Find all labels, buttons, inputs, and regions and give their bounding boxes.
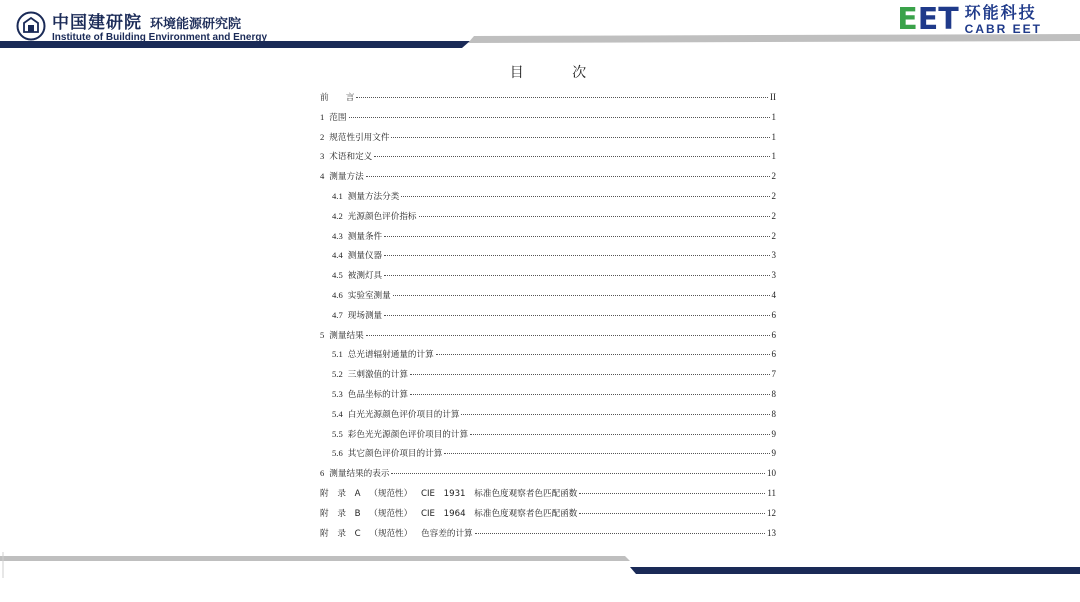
toc-entry-text: 附 录 C （规范性） 色容差的计算 xyxy=(320,528,473,539)
toc-entry[interactable] xyxy=(320,269,776,289)
toc-entry-page: 1 xyxy=(771,111,776,122)
toc-entry-label xyxy=(332,348,434,360)
toc-entry-text: 术语和定义 xyxy=(329,152,373,163)
toc-leader-dots xyxy=(475,533,765,534)
toc-entry-number: 4 xyxy=(320,171,325,182)
toc-entry-number: 5.4 xyxy=(332,408,343,419)
toc-entry-number: 4.5 xyxy=(332,270,343,281)
toc-entry-label xyxy=(332,309,382,321)
toc-leader-dots xyxy=(374,156,769,157)
toc-leader-dots xyxy=(384,275,769,276)
toc-entry-number: 4.2 xyxy=(332,210,343,221)
eet-letter-3: T xyxy=(938,2,959,37)
toc-leader-dots xyxy=(410,394,770,395)
toc-entry-label xyxy=(332,388,408,400)
toc-entry-text: 测量方法 xyxy=(329,172,364,183)
toc-entry-text: 总光谱辐射通量的计算 xyxy=(347,350,434,361)
toc-entry-page: 6 xyxy=(771,329,776,340)
toc-entry-page: 2 xyxy=(771,230,776,241)
toc-leader-dots xyxy=(470,434,769,435)
toc-entry[interactable] xyxy=(320,348,776,368)
toc-entry[interactable] xyxy=(320,408,776,428)
toc-leader-dots xyxy=(461,414,769,415)
toc-entry[interactable] xyxy=(320,447,776,467)
toc-entry-page: 8 xyxy=(771,388,776,399)
toc-entry[interactable] xyxy=(320,329,776,349)
toc-entry[interactable] xyxy=(320,309,776,329)
org-emblem-icon xyxy=(16,11,46,41)
toc-entry-text: 色品坐标的计算 xyxy=(347,389,408,400)
toc-entry[interactable] xyxy=(320,507,776,527)
toc-entry-number: 4.4 xyxy=(332,250,343,261)
toc-entry-number: 5.2 xyxy=(332,369,343,380)
toc-entry[interactable] xyxy=(320,150,776,170)
toc-entry-number: 1 xyxy=(320,111,325,122)
toc-entry[interactable] xyxy=(320,170,776,190)
org-name-en: Institute of Building Environment and Energy xyxy=(52,32,268,43)
toc-entry-label xyxy=(332,210,417,222)
brand-logo xyxy=(897,4,1042,36)
toc-entry-page: 13 xyxy=(767,527,776,538)
toc-entry-number: 6 xyxy=(320,468,325,479)
toc-entry-label xyxy=(332,447,442,459)
footer-navy-bar xyxy=(630,567,1080,574)
toc-entry-number: 4.7 xyxy=(332,309,343,320)
toc-entry-page: 2 xyxy=(771,210,776,221)
footer-gray-bar xyxy=(0,556,630,561)
toc-entry[interactable] xyxy=(320,527,776,547)
toc-entry-label xyxy=(320,150,372,162)
toc-entry-number: 5.1 xyxy=(332,349,343,360)
toc-leader-dots xyxy=(384,236,769,237)
toc-entry-page: 3 xyxy=(771,250,776,261)
org-sub-cn: 环境能源研究院 xyxy=(150,17,242,32)
toc-entry[interactable] xyxy=(320,131,776,151)
toc-entry[interactable] xyxy=(320,368,776,388)
toc-entry-number: 3 xyxy=(320,151,325,162)
toc-entry-label xyxy=(332,289,391,301)
toc-entry-page: 2 xyxy=(771,190,776,201)
toc-leader-dots xyxy=(444,453,769,454)
toc-entry-page: 2 xyxy=(771,171,776,182)
toc-entry-page: 1 xyxy=(771,131,776,142)
toc-entry-text: 附 录 B （规范性） CIE 1964 标准色度观察者色匹配函数 xyxy=(320,508,578,519)
toc-leader-dots xyxy=(356,97,768,98)
toc-entry-label xyxy=(332,368,408,380)
toc-entry-text: 其它颜色评价项目的计算 xyxy=(347,449,443,460)
toc-entry-page: 10 xyxy=(767,468,776,479)
toc-leader-dots xyxy=(384,255,769,256)
toc-entry-text: 白光光源颜色评价项目的计算 xyxy=(347,409,460,420)
toc-title: 目 次 xyxy=(509,65,609,81)
toc-entry-label xyxy=(320,170,364,182)
toc-entry-text: 光源颜色评价指标 xyxy=(347,211,417,222)
toc-entry-page: 12 xyxy=(767,507,776,518)
toc-entry[interactable] xyxy=(320,289,776,309)
toc-entry-text: 测量仪器 xyxy=(347,251,383,262)
toc-entry[interactable] xyxy=(320,428,776,448)
toc-entry[interactable] xyxy=(320,388,776,408)
toc-entry-label xyxy=(332,190,399,202)
toc-entry-text: 彩色光光源颜色评价项目的计算 xyxy=(347,429,469,440)
toc-leader-dots xyxy=(579,493,765,494)
toc-entry[interactable] xyxy=(320,230,776,250)
brand-name-en: CABR EET xyxy=(964,22,1042,36)
table-of-contents xyxy=(320,62,776,546)
toc-leader-dots xyxy=(436,354,770,355)
toc-entry-page: II xyxy=(770,92,776,102)
toc-entry-text: 前 言 xyxy=(320,93,355,103)
toc-entry-page: 9 xyxy=(771,448,776,459)
toc-entry-text: 测量方法分类 xyxy=(347,191,400,202)
eet-logo-icon xyxy=(897,2,959,37)
toc-entry-page: 6 xyxy=(771,309,776,320)
toc-leader-dots xyxy=(366,335,770,336)
toc-entry-text: 被测灯具 xyxy=(347,271,383,282)
toc-entry-text: 三刺激值的计算 xyxy=(347,370,408,381)
toc-entry-number: 5.5 xyxy=(332,428,343,439)
toc-entry-page: 6 xyxy=(771,349,776,360)
toc-entry-label xyxy=(332,408,459,420)
toc-entry-text: 实验室测量 xyxy=(347,290,391,301)
toc-entry-number: 4.6 xyxy=(332,289,343,300)
toc-entry[interactable] xyxy=(320,91,776,111)
toc-entry-number: 2 xyxy=(320,131,325,142)
toc-entry-text: 范围 xyxy=(329,112,347,123)
toc-entry-number: 4.3 xyxy=(332,230,343,241)
toc-entry-text: 测量结果 xyxy=(329,330,364,341)
toc-leader-dots xyxy=(401,196,769,197)
toc-entry-label xyxy=(320,467,389,479)
toc-entry-label xyxy=(320,527,473,539)
toc-entry-label xyxy=(332,230,382,242)
toc-leader-dots xyxy=(366,176,770,177)
toc-entry-text: 现场测量 xyxy=(347,310,383,321)
eet-letter-2: E xyxy=(917,2,939,37)
toc-entry-page: 11 xyxy=(767,487,776,498)
toc-entry-number: 5 xyxy=(320,329,325,340)
toc-entry-label xyxy=(332,428,468,440)
toc-entry-text: 规范性引用文件 xyxy=(329,132,390,143)
toc-entry-label xyxy=(320,91,354,103)
org-logo xyxy=(16,8,267,43)
toc-entry[interactable] xyxy=(320,111,776,131)
toc-entry-text: 测量条件 xyxy=(347,231,383,242)
toc-entry-number: 5.3 xyxy=(332,388,343,399)
toc-entry-page: 4 xyxy=(771,289,776,300)
toc-entry-page: 7 xyxy=(771,369,776,380)
toc-leader-dots xyxy=(419,216,770,217)
toc-entry-text: 测量结果的表示 xyxy=(329,469,390,480)
toc-entry-label xyxy=(320,507,577,519)
toc-entry-label xyxy=(332,269,382,281)
toc-entry-label xyxy=(320,329,364,341)
toc-entry-label xyxy=(320,487,577,499)
toc-entry-text: 附 录 A （规范性） CIE 1931 标准色度观察者色匹配函数 xyxy=(320,488,578,499)
toc-entry[interactable] xyxy=(320,210,776,230)
toc-leader-dots xyxy=(391,473,765,474)
toc-leader-dots xyxy=(391,137,769,138)
toc-leader-dots xyxy=(410,374,770,375)
toc-leader-dots xyxy=(384,315,769,316)
brand-name-cn: 环能科技 xyxy=(964,3,1037,22)
toc-list xyxy=(320,91,776,546)
toc-entry-page: 3 xyxy=(771,270,776,281)
toc-entry-label xyxy=(320,131,389,143)
toc-leader-dots xyxy=(393,295,770,296)
page-header xyxy=(0,0,1080,52)
toc-entry[interactable] xyxy=(320,190,776,210)
org-name-cn: 中国建研院 xyxy=(52,13,142,33)
toc-entry-page: 8 xyxy=(771,408,776,419)
toc-entry-label xyxy=(332,249,382,261)
toc-entry-label xyxy=(320,111,347,123)
toc-entry-number: 4.1 xyxy=(332,190,343,201)
toc-leader-dots xyxy=(579,513,765,514)
toc-entry-page: 9 xyxy=(771,428,776,439)
toc-entry[interactable] xyxy=(320,467,776,487)
toc-entry[interactable] xyxy=(320,487,776,507)
toc-leader-dots xyxy=(349,117,770,118)
eet-letter-1: E xyxy=(897,2,918,37)
toc-entry-page: 1 xyxy=(771,151,776,162)
toc-entry[interactable] xyxy=(320,249,776,269)
toc-entry-number: 5.6 xyxy=(332,448,343,459)
